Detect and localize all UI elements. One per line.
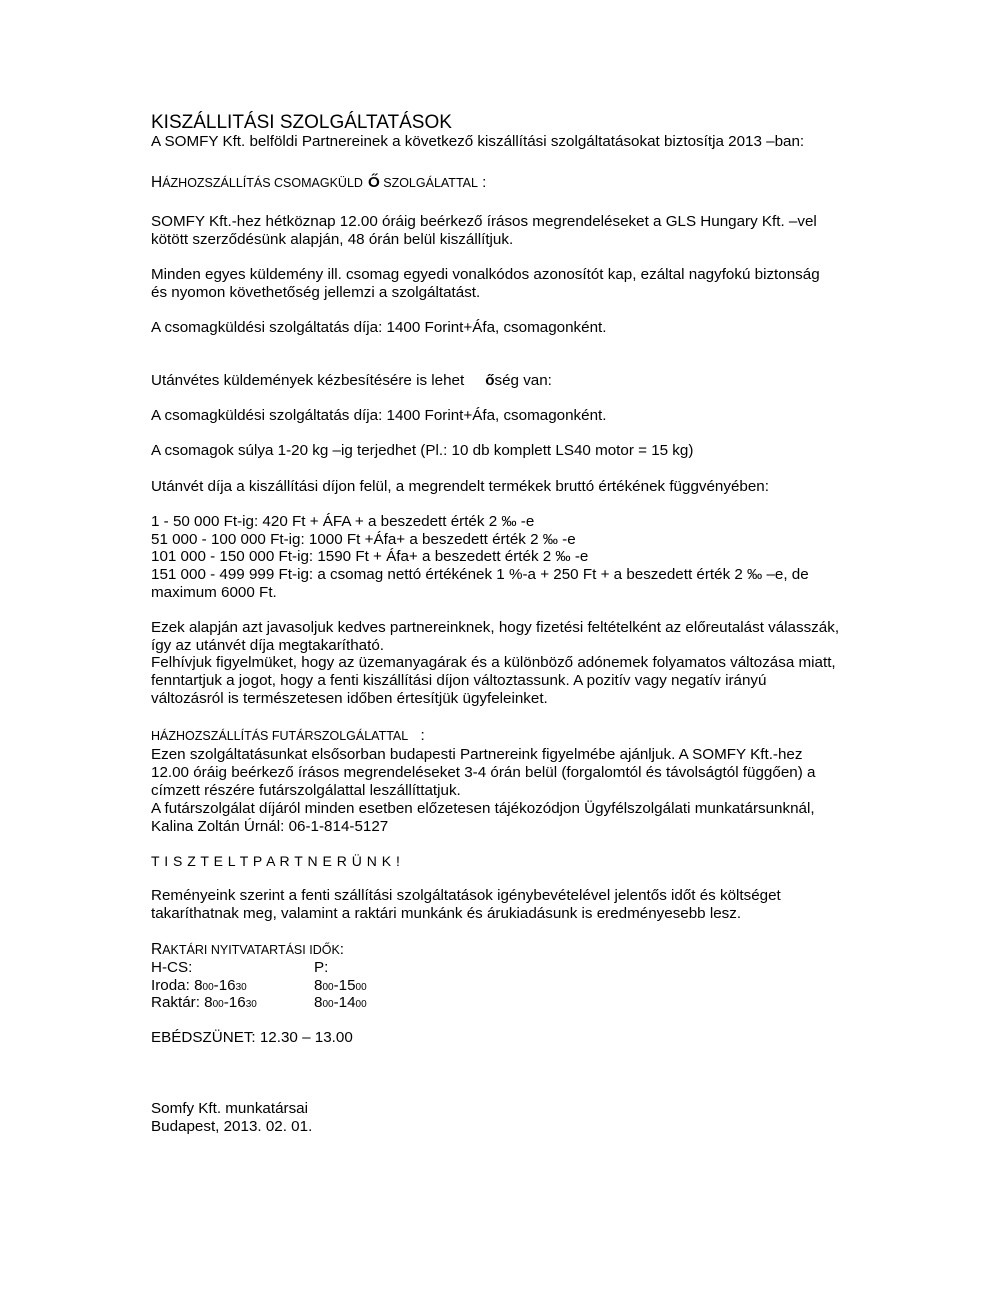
office-p-end-sub: 00 <box>355 982 367 993</box>
place-date: Budapest, 2013. 02. 01. <box>151 1118 313 1135</box>
paragraph-line: fenntartjuk a jogot, hogy a fenti kiszállítási díjon változtassunk. A pozitív vagy negatív irányú <box>151 672 767 689</box>
paragraph-line: Reményeink szerint a fenti szállítási szolgáltatások igénybevételével jelentős időt és költséget <box>151 887 781 904</box>
hours-warehouse-row <box>151 994 451 1014</box>
wh-hc-start: 8 <box>204 994 213 1011</box>
wh-hc-end: -16 <box>223 994 246 1011</box>
section1-heading-bold: Ő <box>367 174 380 191</box>
hours-heading <box>151 941 344 959</box>
paragraph-line: A csomagok súlya 1-20 kg –ig terjedhet (Pl.: 10 db komplett LS40 motor = 15 kg) <box>151 442 694 459</box>
hours-col2-header: P: <box>314 959 329 976</box>
office-hc-end-sub: 30 <box>235 982 247 993</box>
section1-heading-small: ÁZHOZSZÁLLÍTÁS CSOMAGKÜLD <box>162 176 363 190</box>
paragraph-line: így az utánvét díja megtakarítható. <box>151 637 385 654</box>
price-tier: 51 000 - 100 000 Ft-ig: 1000 Ft +Áfa+ a beszedett érték 2 ‰ -e <box>151 531 576 548</box>
paragraph-line: takaríthatnak meg, valamint a raktári munkánk és árukiadásunk is eredményesebb lesz. <box>151 905 742 922</box>
price-tier: maximum 6000 Ft. <box>151 584 277 601</box>
section1-heading-small2: SZOLGÁLATTAL <box>379 176 478 190</box>
office-p-start: 8 <box>314 977 323 994</box>
wh-p-end-sub: 00 <box>355 999 367 1010</box>
office-hc-start-sub: 00 <box>202 982 214 993</box>
greeting: T I S Z T E L T P A R T N E R Ü N K ! <box>151 853 401 869</box>
paragraph-line: címzett részére futárszolgálattal leszállíttatjuk. <box>151 782 461 799</box>
paragraph-line: változásról is természetesen időben értesítjük ügyfeleinket. <box>151 690 548 707</box>
wh-hc-end-sub: 30 <box>245 999 257 1010</box>
wh-p-start: 8 <box>314 994 323 1011</box>
wh-p-start-sub: 00 <box>322 999 334 1010</box>
signature: Somfy Kft. munkatársai <box>151 1100 308 1117</box>
cod-paragraph <box>151 372 552 390</box>
section2-heading <box>151 727 425 745</box>
section2-heading-colon: : <box>416 727 425 744</box>
wh-p-end: -14 <box>333 994 356 1011</box>
paragraph-line: Felhívjuk figyelmüket, hogy az üzemanyagárak és a különböző adónemek folyamatos változása miatt, <box>151 654 836 671</box>
office-p-end: -15 <box>333 977 356 994</box>
office-hc-end: -16 <box>213 977 236 994</box>
hours-col1-header: H-CS: <box>151 959 193 976</box>
office-hc-start: 8 <box>194 977 203 994</box>
paragraph-line: Ezek alapján azt javasoljuk kedves partnereinknek, hogy fizetési feltételként az előreutalást válasszák, <box>151 619 840 636</box>
price-tier: 151 000 - 499 999 Ft-ig: a csomag nettó értékének 1 %-a + 250 Ft + a beszedett érték 2 ‰ –e, de <box>151 566 809 583</box>
section1-heading-first: H <box>151 174 163 191</box>
paragraph-line: Minden egyes küldemény ill. csomag egyedi vonalkódos azonosítót kap, ezáltal nagyfokú biztonság <box>151 266 820 283</box>
contact-line: Kalina Zoltán Úrnál: 06-1-814-5127 <box>151 818 389 835</box>
paragraph-line: Utánvét díja a kiszállítási díjon felül, a megrendelt termékek bruttó értékének függvényében: <box>151 478 769 495</box>
cod-text-bold: ő <box>485 372 495 389</box>
hours-heading-small: AKTÁRI NYITVATARTÁSI IDŐK <box>162 943 340 957</box>
section1-heading <box>151 174 486 192</box>
intro-text: A SOMFY Kft. belföldi Partnereinek a következő kiszállítási szolgáltatásokat biztosítja 2013 –ban: <box>151 133 805 150</box>
hours-heading-colon: : <box>339 941 345 958</box>
wh-hc-start-sub: 00 <box>212 999 224 1010</box>
cod-text-end: ség van: <box>494 372 552 389</box>
hours-header-row <box>151 959 451 977</box>
paragraph-line: és nyomon követhetőség jellemzi a szolgáltatást. <box>151 284 481 301</box>
paragraph-line: A csomagküldési szolgáltatás díja: 1400 Forint+Áfa, csomagonként. <box>151 407 607 424</box>
office-p-start-sub: 00 <box>322 982 334 993</box>
paragraph-line: SOMFY Kft.-hez hétköznap 12.00 óráig beérkező írásos megrendeléseket a GLS Hungary Kft. –vel <box>151 213 817 230</box>
warehouse-label: Raktár: <box>151 994 205 1011</box>
price-tier: 101 000 - 150 000 Ft-ig: 1590 Ft + Áfa+ a beszedett érték 2 ‰ -e <box>151 548 589 565</box>
paragraph-line: A csomagküldési szolgáltatás díja: 1400 Forint+Áfa, csomagonként. <box>151 319 607 336</box>
price-tier: 1 - 50 000 Ft-ig: 420 Ft + ÁFA + a beszedett érték 2 ‰ -e <box>151 513 535 530</box>
paragraph-line: 12.00 óráig beérkező írásos megrendeléseket 3-4 órán belül (forgalomtól és távolságtól függően) a <box>151 764 816 781</box>
section1-heading-colon: : <box>477 174 487 191</box>
section2-heading-text: HÁZHOZSZÁLLÍTÁS FUTÁRSZOLGÁLATTAL <box>151 729 409 743</box>
office-label: Iroda: <box>151 977 195 994</box>
lunch-break: EBÉDSZÜNET: 12.30 – 13.00 <box>151 1029 353 1046</box>
cod-text-start: Utánvétes küldemények kézbesítésére is lehet <box>151 372 465 389</box>
paragraph-line: Ezen szolgáltatásunkat elsősorban budapesti Partnereink figyelmébe ajánljuk. A SOMFY Kft.-hez <box>151 746 803 763</box>
paragraph-line: A futárszolgálat díjáról minden esetben előzetesen tájékozódjon Ügyfélszolgálati munkatársunknál, <box>151 800 815 817</box>
document-title: KISZÁLLITÁSI SZOLGÁLTATÁSOK <box>151 112 452 133</box>
paragraph-line: kötött szerződésünk alapján, 48 órán belül kiszállítjuk. <box>151 231 514 248</box>
warehouse-friday <box>314 994 367 1014</box>
hours-heading-first: R <box>151 941 163 958</box>
